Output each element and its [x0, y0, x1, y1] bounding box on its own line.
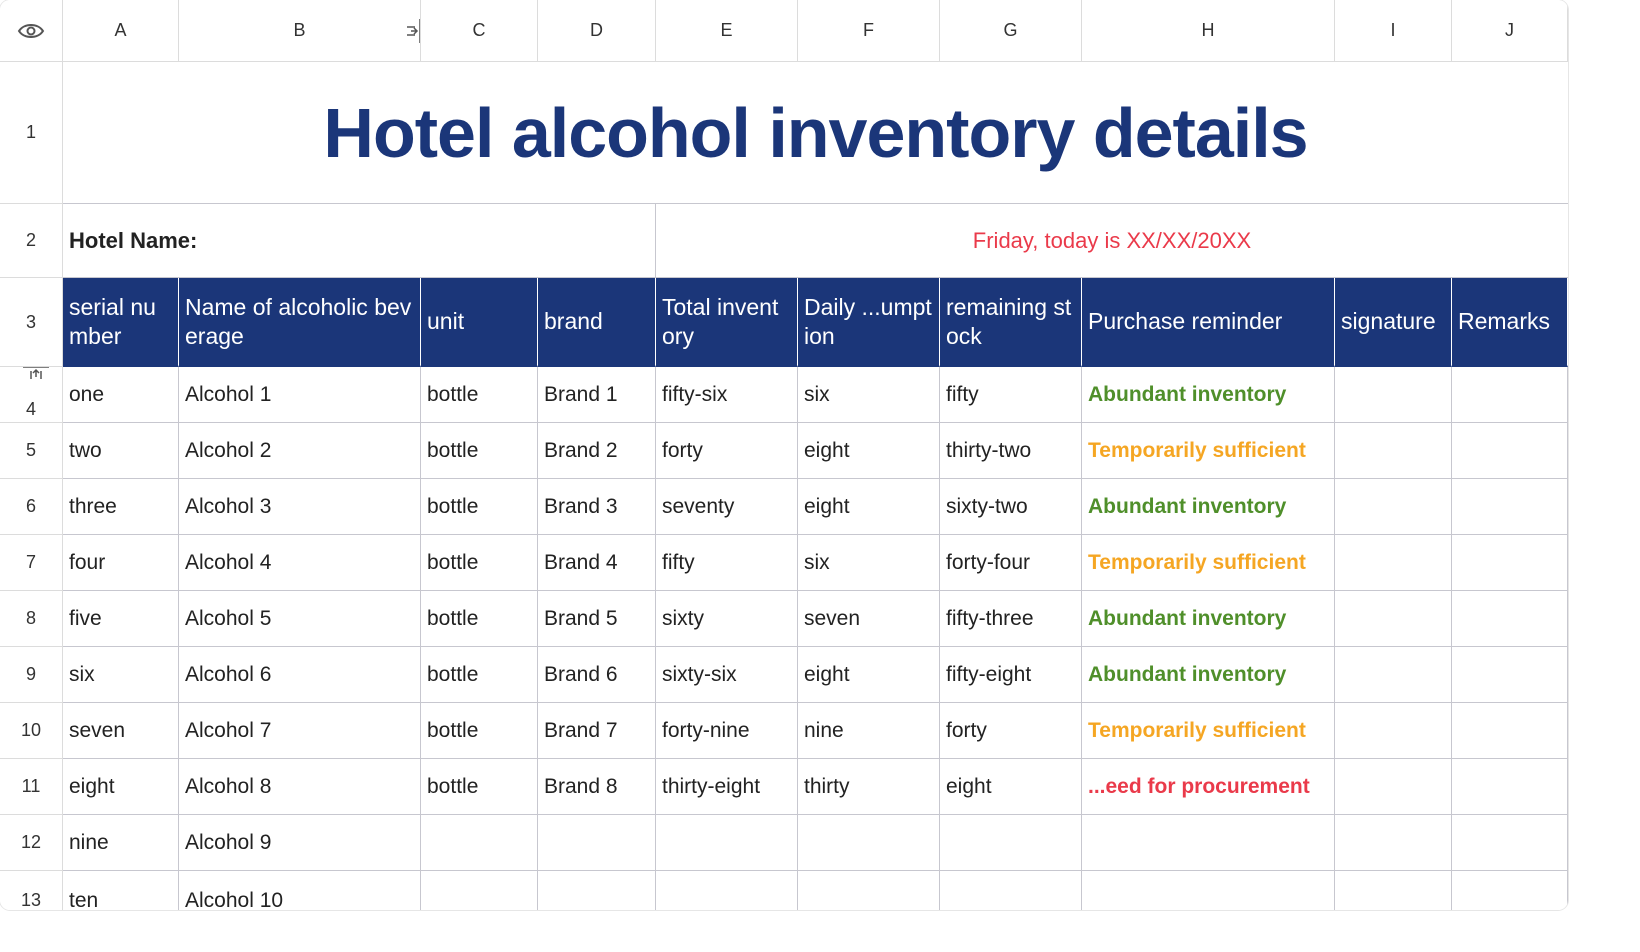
- row-header-12[interactable]: [0, 815, 63, 871]
- row-header-9[interactable]: [0, 647, 63, 703]
- column-header-label: F: [863, 20, 874, 40]
- table-cell-brand[interactable]: [538, 815, 656, 871]
- table-cell-brand[interactable]: [538, 479, 656, 535]
- table-cell-remaining[interactable]: [940, 871, 1082, 910]
- table-cell-brand[interactable]: [538, 759, 656, 815]
- table-cell-reminder[interactable]: [1082, 367, 1335, 423]
- table-cell-unit[interactable]: [421, 759, 538, 815]
- table-cell-total[interactable]: [656, 535, 798, 591]
- cell-value: fifty-three: [946, 606, 1034, 630]
- cell-value: bottle: [427, 662, 479, 686]
- table-cell-reminder[interactable]: [1082, 871, 1335, 910]
- table-cell-unit[interactable]: [421, 591, 538, 647]
- cell-value: seven: [804, 606, 861, 630]
- table-header-label: Purchase reminder: [1088, 308, 1283, 334]
- table-cell-signature[interactable]: [1335, 871, 1452, 910]
- cell-value: nine: [804, 718, 844, 742]
- table-header-cell[interactable]: [421, 278, 538, 367]
- table-cell-serial[interactable]: [63, 367, 179, 423]
- table-cell-remarks[interactable]: [1452, 759, 1568, 815]
- cell-value: Abundant inventory: [1088, 606, 1287, 630]
- table-cell-reminder[interactable]: [1082, 815, 1335, 871]
- cell-value: forty-nine: [662, 718, 750, 742]
- column-resize-icon[interactable]: [405, 18, 421, 44]
- cell-value: Temporarily sufficient: [1088, 718, 1306, 742]
- table-cell-remarks[interactable]: [1452, 423, 1568, 479]
- cell-value: Brand 8: [544, 774, 618, 798]
- table-cell-name[interactable]: [179, 535, 421, 591]
- cell-value: thirty-eight: [662, 774, 761, 798]
- cell-value: five: [69, 606, 102, 630]
- row-header-7[interactable]: [0, 535, 63, 591]
- table-cell-remaining[interactable]: [940, 815, 1082, 871]
- table-cell-remarks[interactable]: [1452, 367, 1568, 423]
- cell-value: Abundant inventory: [1088, 494, 1287, 518]
- cell-value: bottle: [427, 550, 479, 574]
- cell-value: thirty: [804, 774, 850, 798]
- table-cell-daily[interactable]: [798, 479, 940, 535]
- table-cell-serial[interactable]: [63, 647, 179, 703]
- table-cell-unit[interactable]: [421, 871, 538, 910]
- table-cell-signature[interactable]: [1335, 535, 1452, 591]
- table-cell-remarks[interactable]: [1452, 871, 1568, 910]
- column-header-label: E: [720, 20, 733, 40]
- table-cell-remaining[interactable]: [940, 479, 1082, 535]
- cell-value: Temporarily sufficient: [1088, 438, 1306, 462]
- table-cell-daily[interactable]: [798, 367, 940, 423]
- table-cell-unit[interactable]: [421, 703, 538, 759]
- table-cell-signature[interactable]: [1335, 367, 1452, 423]
- table-cell-unit[interactable]: [421, 535, 538, 591]
- table-cell-reminder[interactable]: [1082, 591, 1335, 647]
- table-cell-remaining[interactable]: [940, 703, 1082, 759]
- row-header-label: 12: [20, 832, 42, 852]
- table-cell-reminder[interactable]: [1082, 647, 1335, 703]
- table-header-label: Total inventory: [662, 293, 779, 349]
- table-cell-reminder[interactable]: [1082, 479, 1335, 535]
- cell-value: Alcohol 9: [185, 830, 272, 854]
- cell-value: Abundant inventory: [1088, 662, 1287, 686]
- cell-value: six: [804, 550, 830, 574]
- table-cell-brand[interactable]: [538, 591, 656, 647]
- cell-value: Alcohol 2: [185, 438, 272, 462]
- cell-value: nine: [69, 830, 109, 854]
- table-cell-remaining[interactable]: [940, 535, 1082, 591]
- table-cell-remaining[interactable]: [940, 759, 1082, 815]
- cell-value: Brand 4: [544, 550, 618, 574]
- cell-value: Alcohol 7: [185, 718, 272, 742]
- table-cell-remarks[interactable]: [1452, 479, 1568, 535]
- column-header-c[interactable]: [421, 0, 538, 62]
- cell-value: three: [69, 494, 117, 518]
- table-cell-brand[interactable]: [538, 367, 656, 423]
- column-header-j[interactable]: [1452, 0, 1568, 62]
- cell-value: four: [69, 550, 106, 574]
- table-cell-total[interactable]: [656, 703, 798, 759]
- table-header-label: Daily ...umption: [804, 293, 932, 349]
- table-header-cell[interactable]: [1335, 278, 1452, 367]
- row-header-label: 11: [21, 776, 41, 796]
- row-header-4[interactable]: [0, 367, 63, 423]
- table-cell-remaining[interactable]: [940, 423, 1082, 479]
- column-header-a[interactable]: [63, 0, 179, 62]
- table-cell-remaining[interactable]: [940, 367, 1082, 423]
- cell-value: eight: [946, 774, 992, 798]
- table-header-cell[interactable]: [798, 278, 940, 367]
- table-cell-reminder[interactable]: [1082, 535, 1335, 591]
- table-header-label: remaining stock: [946, 293, 1072, 349]
- row-header-8[interactable]: [0, 591, 63, 647]
- table-cell-name[interactable]: [179, 703, 421, 759]
- cell-value: Alcohol 3: [185, 494, 272, 518]
- cell-value: Abundant inventory: [1088, 382, 1287, 406]
- table-cell-remaining[interactable]: [940, 591, 1082, 647]
- table-header-label: brand: [544, 308, 603, 334]
- table-cell-unit[interactable]: [421, 815, 538, 871]
- table-cell-signature[interactable]: [1335, 423, 1452, 479]
- table-cell-brand[interactable]: [538, 423, 656, 479]
- cell-value: six: [69, 662, 95, 686]
- cell-value: Alcohol 5: [185, 606, 272, 630]
- table-header-cell[interactable]: [538, 278, 656, 367]
- cell-value: fifty-six: [662, 382, 728, 406]
- table-cell-remarks[interactable]: [1452, 591, 1568, 647]
- row-header-1[interactable]: [0, 62, 63, 204]
- cell-value: Brand 3: [544, 494, 618, 518]
- row-header-13[interactable]: [0, 871, 63, 910]
- table-cell-serial[interactable]: [63, 423, 179, 479]
- sheet-title[interactable]: Hotel alcohol inventory details: [63, 62, 1568, 204]
- cell-value: Brand 5: [544, 606, 618, 630]
- cell-value: Brand 7: [544, 718, 618, 742]
- cell-value: bottle: [427, 438, 479, 462]
- table-cell-daily[interactable]: [798, 535, 940, 591]
- table-cell-brand[interactable]: [538, 871, 656, 910]
- row-header-label: 9: [25, 664, 36, 684]
- table-cell-remarks[interactable]: [1452, 647, 1568, 703]
- cell-value: bottle: [427, 382, 479, 406]
- cell-value: Brand 1: [544, 382, 618, 406]
- cell-value: fifty: [662, 550, 695, 574]
- table-cell-brand[interactable]: [538, 703, 656, 759]
- column-header-i[interactable]: [1335, 0, 1452, 62]
- table-cell-signature[interactable]: [1335, 815, 1452, 871]
- cell-value: two: [69, 438, 102, 462]
- row-header-label: 7: [25, 552, 36, 572]
- table-cell-brand[interactable]: [538, 647, 656, 703]
- table-cell-reminder[interactable]: [1082, 759, 1335, 815]
- cell-value: bottle: [427, 494, 479, 518]
- table-cell-signature[interactable]: [1335, 647, 1452, 703]
- cell-value: bottle: [427, 774, 479, 798]
- cell-value: six: [804, 382, 830, 406]
- table-cell-total[interactable]: [656, 815, 798, 871]
- cell-value: seven: [69, 718, 126, 742]
- column-header-label: D: [590, 20, 603, 40]
- row-header-label: 8: [25, 608, 36, 628]
- cell-value: sixty: [662, 606, 704, 630]
- table-cell-unit[interactable]: [421, 479, 538, 535]
- cell-value: eight: [804, 438, 850, 462]
- table-cell-daily[interactable]: [798, 703, 940, 759]
- column-header-label: G: [1003, 20, 1018, 40]
- table-cell-daily[interactable]: [798, 759, 940, 815]
- cell-value: one: [69, 382, 105, 406]
- row-header-5[interactable]: [0, 423, 63, 479]
- row-header-label: 3: [25, 311, 36, 332]
- row-header-11[interactable]: [0, 759, 63, 815]
- cell-value: eight: [69, 774, 115, 798]
- table-cell-name[interactable]: [179, 423, 421, 479]
- hotel-name-label[interactable]: Hotel Name:: [63, 204, 656, 278]
- column-header-d[interactable]: [538, 0, 656, 62]
- cell-value: Alcohol 1: [185, 382, 272, 406]
- table-cell-reminder[interactable]: [1082, 703, 1335, 759]
- column-header-e[interactable]: [656, 0, 798, 62]
- table-header-label: unit: [427, 308, 465, 334]
- column-header-f[interactable]: [798, 0, 940, 62]
- table-header-label: serial number: [69, 293, 156, 349]
- table-cell-serial[interactable]: [63, 479, 179, 535]
- cell-value: bottle: [427, 606, 479, 630]
- cell-value: Brand 2: [544, 438, 618, 462]
- table-cell-signature[interactable]: [1335, 591, 1452, 647]
- table-header-label: Name of alcoholic beverage: [185, 293, 412, 349]
- table-cell-daily[interactable]: [798, 871, 940, 910]
- table-cell-serial[interactable]: [63, 871, 179, 910]
- table-cell-unit[interactable]: [421, 367, 538, 423]
- cell-value: Alcohol 6: [185, 662, 272, 686]
- row-header-label: 2: [25, 230, 36, 250]
- row-header-label: 6: [25, 496, 36, 516]
- cell-value: forty: [662, 438, 703, 462]
- table-cell-daily[interactable]: [798, 591, 940, 647]
- cell-value: eight: [804, 494, 850, 518]
- table-cell-unit[interactable]: [421, 423, 538, 479]
- table-cell-name[interactable]: [179, 871, 421, 910]
- column-header-label: C: [472, 20, 486, 40]
- table-cell-daily[interactable]: [798, 647, 940, 703]
- row-header-label: 13: [20, 890, 42, 910]
- cell-value: bottle: [427, 718, 479, 742]
- row-header-3[interactable]: [0, 278, 63, 367]
- table-cell-brand[interactable]: [538, 535, 656, 591]
- cell-value: fifty: [946, 382, 979, 406]
- date-cell[interactable]: Friday, today is XX/XX/20XX: [656, 204, 1568, 278]
- table-cell-remaining[interactable]: [940, 647, 1082, 703]
- cell-value: Alcohol 10: [185, 888, 284, 910]
- table-cell-name[interactable]: [179, 367, 421, 423]
- cell-value: eight: [804, 662, 850, 686]
- table-cell-name[interactable]: [179, 479, 421, 535]
- column-header-h[interactable]: [1082, 0, 1335, 62]
- table-cell-signature[interactable]: [1335, 479, 1452, 535]
- table-cell-serial[interactable]: [63, 759, 179, 815]
- table-cell-reminder[interactable]: [1082, 423, 1335, 479]
- table-cell-name[interactable]: [179, 591, 421, 647]
- cell-value: Brand 6: [544, 662, 618, 686]
- cell-value: Alcohol 8: [185, 774, 272, 798]
- cell-value: thirty-two: [946, 438, 1032, 462]
- table-cell-serial[interactable]: [63, 815, 179, 871]
- select-all-corner[interactable]: [0, 0, 63, 62]
- table-cell-signature[interactable]: [1335, 759, 1452, 815]
- cell-value: sixty-two: [946, 494, 1028, 518]
- cell-value: fifty-eight: [946, 662, 1032, 686]
- table-header-cell[interactable]: [1452, 278, 1568, 367]
- table-header-cell[interactable]: [179, 278, 421, 367]
- cell-value: sixty-six: [662, 662, 737, 686]
- row-header-label: 10: [20, 720, 42, 740]
- table-cell-remarks[interactable]: [1452, 535, 1568, 591]
- table-header-cell[interactable]: [940, 278, 1082, 367]
- table-cell-signature[interactable]: [1335, 703, 1452, 759]
- table-cell-name[interactable]: [179, 815, 421, 871]
- row-header-label: 4: [25, 399, 36, 419]
- table-cell-total[interactable]: [656, 591, 798, 647]
- cell-value: seventy: [662, 494, 735, 518]
- table-header-label: signature: [1341, 308, 1436, 334]
- row-header-label: 1: [25, 122, 36, 142]
- cell-value: Alcohol 4: [185, 550, 272, 574]
- table-cell-unit[interactable]: [421, 647, 538, 703]
- eye-icon[interactable]: [17, 21, 45, 41]
- column-header-label: I: [1390, 20, 1396, 40]
- row-header-2[interactable]: [0, 204, 63, 278]
- table-cell-serial[interactable]: [63, 591, 179, 647]
- cell-value: ...eed for procurement: [1088, 774, 1310, 798]
- column-header-label: B: [293, 20, 306, 40]
- cell-value: Temporarily sufficient: [1088, 550, 1306, 574]
- column-header-label: A: [114, 20, 127, 40]
- table-cell-serial[interactable]: [63, 535, 179, 591]
- table-cell-name[interactable]: [179, 647, 421, 703]
- table-cell-total[interactable]: [656, 367, 798, 423]
- cell-value: forty: [946, 718, 987, 742]
- table-cell-serial[interactable]: [63, 703, 179, 759]
- table-header-cell[interactable]: [1082, 278, 1335, 367]
- column-header-g[interactable]: [940, 0, 1082, 62]
- row-resize-icon[interactable]: [22, 367, 50, 381]
- table-cell-total[interactable]: [656, 479, 798, 535]
- table-cell-daily[interactable]: [798, 423, 940, 479]
- cell-value: ten: [69, 888, 99, 910]
- row-header-6[interactable]: [0, 479, 63, 535]
- table-header-label: Remarks: [1458, 308, 1551, 334]
- table-header-cell[interactable]: [63, 278, 179, 367]
- column-header-b[interactable]: [179, 0, 421, 62]
- table-cell-remarks[interactable]: [1452, 815, 1568, 871]
- table-header-cell[interactable]: [656, 278, 798, 367]
- table-cell-total[interactable]: [656, 759, 798, 815]
- table-cell-remarks[interactable]: [1452, 703, 1568, 759]
- table-cell-total[interactable]: [656, 871, 798, 910]
- table-cell-total[interactable]: [656, 423, 798, 479]
- cell-value: forty-four: [946, 550, 1031, 574]
- row-header-10[interactable]: [0, 703, 63, 759]
- table-cell-total[interactable]: [656, 647, 798, 703]
- row-header-label: 5: [25, 440, 36, 460]
- column-header-label: H: [1201, 20, 1215, 40]
- table-cell-daily[interactable]: [798, 815, 940, 871]
- column-header-label: J: [1505, 20, 1514, 40]
- table-cell-name[interactable]: [179, 759, 421, 815]
